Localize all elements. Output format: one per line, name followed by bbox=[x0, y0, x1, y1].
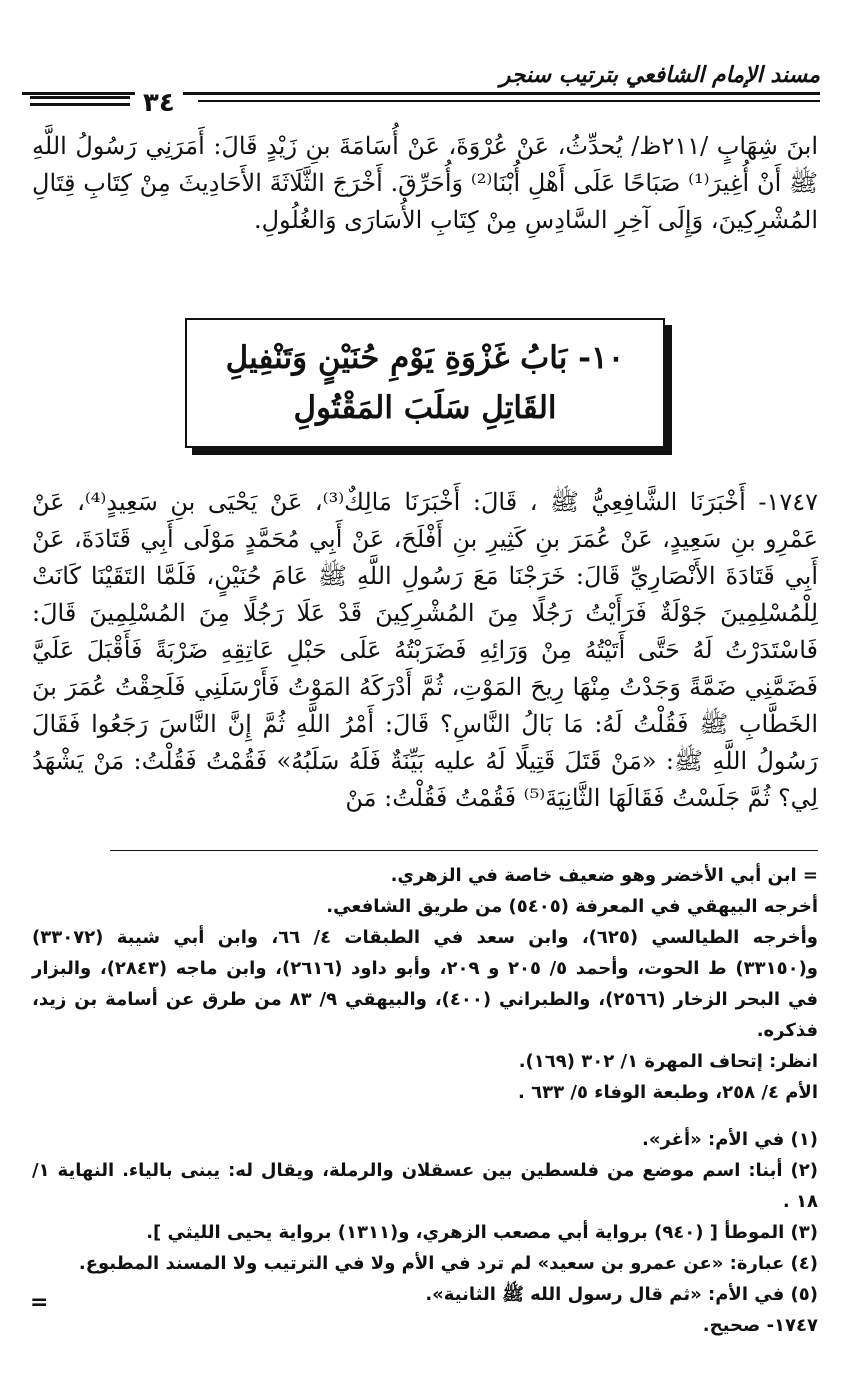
footnotes-top bbox=[32, 860, 818, 1108]
footnote-separator bbox=[110, 850, 818, 851]
book-title: مسند الإمام الشافعي بترتيب سنجر bbox=[499, 62, 820, 88]
footnote-item: ١٧٤٧- صحيح. bbox=[702, 1315, 818, 1336]
footnote-line: الأم ٤/ ٢٥٨، وطبعة الوفاء ٥/ ٦٣٣ . bbox=[518, 1082, 818, 1103]
footnote-line: انظر: إتحاف المهرة ١/ ٣٠٢ (١٦٩). bbox=[518, 1051, 818, 1072]
footnote-item: (٣) الموطأ [ (٩٤٠) برواية أبي مصعب الزهري، و(١٣١١) برواية يحيى الليثي ]. bbox=[146, 1222, 818, 1243]
footnote-line: = ابن أبي الأخضر وهو ضعيف خاصة في الزهري. bbox=[390, 865, 818, 886]
header-double-rule bbox=[30, 96, 130, 106]
page-header bbox=[30, 62, 820, 118]
chapter-heading: ١٠- بَابُ غَزْوَةِ يَوْمِ حُنَيْنٍ وَتَنْفِيلِ القَاتِلِ سَلَبَ المَقْتُولِ bbox=[225, 340, 625, 426]
intro-paragraph: ابنَ شِهَابٍ /٢١١ظ/ يُحدِّثُ، عَنْ عُرْوَةَ، عَنْ أُسَامَةَ بنِ زَيْدٍ قَالَ: أَمَرَنِي رَسُولُ اللَّهِ ﷺ أَنْ أُغِيرَ⁽¹⁾ صَبَاحًا عَلَى أَهْلِ أُبْنَا⁽²⁾ وَأُحَرِّقَ. أَخْرَجَ الثَّلَاثَةَ الأَحَادِيثَ مِنْ كِتَابِ قِتَالِ المُشْرِكِينَ، وَإِلَى آخِرِ السَّادِسِ مِنْ كِتَابِ الأُسَارَى وَالغُلُولِ. bbox=[32, 132, 819, 234]
hadith-paragraph: ١٧٤٧- أَخْبَرَنَا الشَّافِعِيُّ ﷺ ، قَالَ: أَخْبَرَنَا مَالِكٌ⁽³⁾، عَنْ يَحْيَى بنِ سَعِيدٍ⁽⁴⁾، عَنْ عَمْرِو بنِ سَعِيدٍ، عَنْ عُمَرَ بنِ كَثِيرِ بنِ أَفْلَحَ، عَنْ أَبِي مُحَمَّدٍ مَوْلَى أَبِي قَتَادَةَ، عَنْ أَبِي قَتَادَةَ الأَنْصَارِيِّ قَالَ: خَرَجْنَا مَعَ رَسُولِ اللَّهِ ﷺ عَامَ حُنَيْنٍ، فَلَمَّا التَقَيْنَا كَانَتْ لِلْمُسْلِمِينَ جَوْلَةٌ فَرَأَيْتُ رَجُلًا مِنَ المُشْرِكِينَ قَدْ عَلَا رَجُلًا مِنَ المُسْلِمِينَ قَالَ: فَاسْتَدَرْتُ لَهُ حَتَّى أَتَيْتُهُ مِنْ وَرَائِهِ فَضَرَبْتُهُ عَلَى حَبْلِ عَاتِقِهِ ضَرْبَةً فَأَقْبَلَ عَلَيَّ فَضَمَّنِي ضَمَّةً وَجَدْتُ مِنْهَا رِيحَ المَوْتِ، ثُمَّ أَدْرَكَهُ المَوْتُ فَأَرْسَلَنِي فَلَحِقْتُ عُمَرَ بنَ الخَطَّابِ ﷺ فَقُلْتُ لَهُ: مَا بَالُ النَّاسِ؟ قَالَ: أَمْرُ اللَّهِ ثُمَّ إِنَّ النَّاسَ رَجَعُوا فَقَالَ رَسُولُ اللَّهِ ﷺ: «مَنْ قَتَلَ قَتِيلًا لَهُ عليه بَيِّنَةٌ فَلَهُ سَلَبُهُ» فَقُمْتُ فَقُلْتُ: مَنْ يَشْهَدُ لِي؟ ثُمَّ جَلَسْتُ فَقَالَهَا الثَّانِيَةَ⁽⁵⁾ فَقُمْتُ فَقُلْتُ: مَنْ bbox=[32, 488, 819, 812]
footnote-item: (٢) أبنا: اسم موضع من فلسطين بين عسقلان والرملة، ويقال له: يبنى بالياء. النهاية ١/ ١٨ . bbox=[32, 1160, 818, 1212]
footnote-line: وأخرجه الطيالسي (٦٢٥)، وابن سعد في الطبقات ٤/ ٦٦، وابن أبي شيبة (٣٣٠٧٢) و(٣٣١٥٠) ط الحوت، وأحمد ٥/ ٢٠٥ و ٢٠٩، وأبو داود (٢٦١٦)، وابن ماجه (٢٨٤٣)، والبزار في البحر الزخار (٢٥٦٦)، والطبراني (٤٠٠)، والبيهقي ٩/ ٨٣ من طرق عن أسامة بن زيد، فذكره. bbox=[32, 927, 818, 1041]
footnotes-bottom bbox=[32, 1124, 818, 1341]
header-rule-thin bbox=[198, 100, 820, 102]
footnote-item: (٥) في الأم: «ثم قال رسول الله ﷺ الثانية». bbox=[425, 1284, 818, 1305]
footnote-line: أخرجه البيهقي في المعرفة (٥٤٠٥) من طريق الشافعي. bbox=[326, 896, 818, 917]
chapter-heading-box bbox=[185, 318, 665, 448]
continuation-mark: = bbox=[30, 1290, 49, 1315]
footnote-item: (١) في الأم: «أغر». bbox=[642, 1129, 818, 1150]
footnote-item: (٤) عبارة: «عن عمرو بن سعيد» لم ترد في الأم ولا في الترتيب ولا المسند المطبوع. bbox=[78, 1253, 818, 1274]
page-number: ٣٤ bbox=[135, 88, 183, 118]
